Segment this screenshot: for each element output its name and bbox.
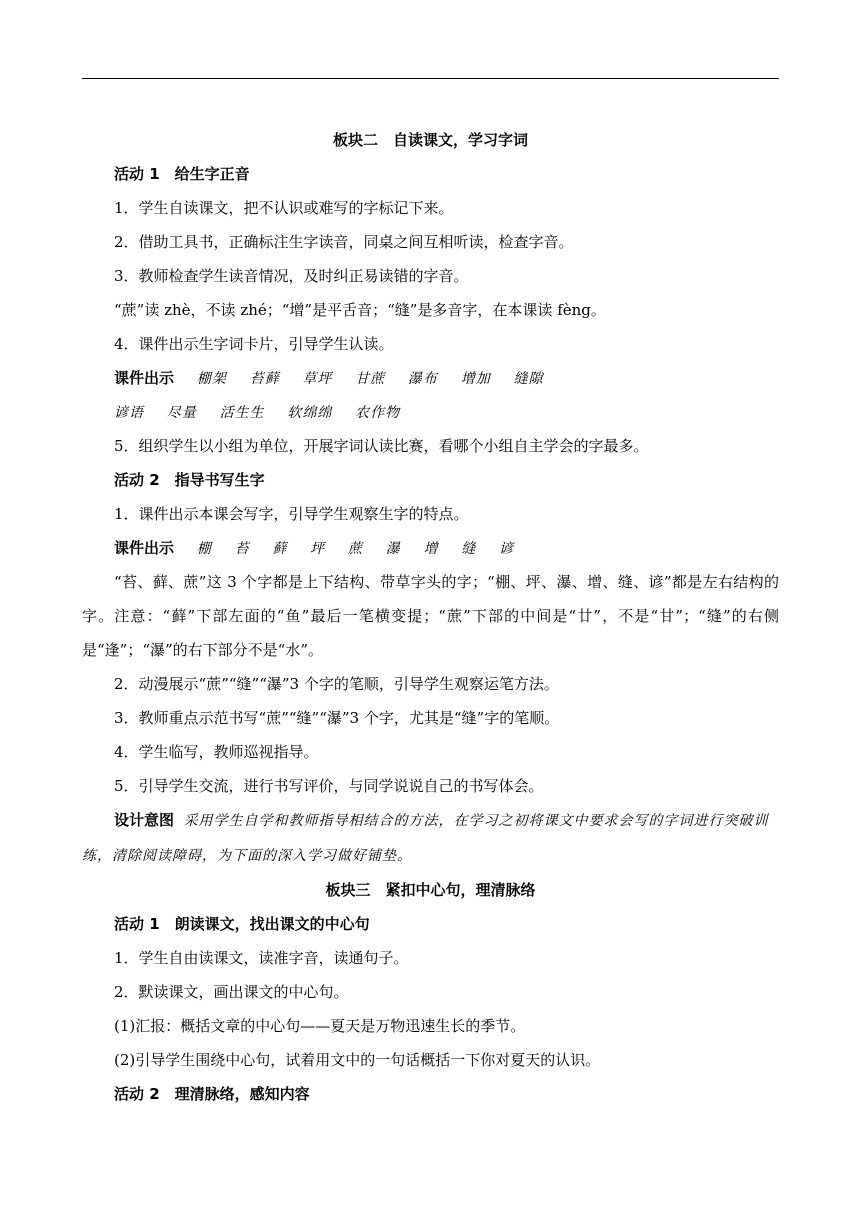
list-item: 3．教师检查学生读音情况，及时纠正易读错的字音。 (114, 267, 469, 285)
activity-heading: 活动 2 指导书写生字 (114, 471, 265, 489)
vocab-row (82, 361, 779, 395)
activity-heading: 活动 1 朗读课文，找出课文的中心句 (114, 915, 370, 933)
char: 坪 (310, 541, 326, 557)
structure-analysis: “苔、藓、蔗”这 3 个字都是上下结构、带草字头的字；“棚、坪、瀑、增、缝、谚”都是左右结构的字。注意：“藓”下部左面的“鱼”最后一笔横变提；“蔗”下部的中间是“廿”，不是“甘”；“缝”的右侧是“逢”；“瀑”的右下部分不是“水”。 (82, 573, 779, 659)
vocab-word: 棚架 (196, 371, 227, 387)
list-item: 5．组织学生以小组为单位，开展字词认读比赛，看哪个小组自主学会的字最多。 (114, 437, 649, 455)
design-intent (82, 803, 779, 873)
list-item: 3．教师重点示范书写“蔗”“缝”“瀑”3 个字，尤其是“缝”字的笔顺。 (114, 709, 560, 727)
design-label: 设计意图 (114, 811, 175, 829)
vocab-word: 软绵绵 (287, 405, 333, 421)
vocab-row (82, 395, 779, 429)
header-rule (82, 78, 779, 79)
vocab-word: 苔藓 (249, 371, 280, 387)
vocab-word: 增加 (460, 371, 491, 387)
list-item: (1)汇报：概括文章的中心句——夏天是万物迅速生长的季节。 (114, 1017, 526, 1035)
char: 蔗 (347, 541, 363, 557)
list-item: (2)引导学生围绕中心句，试着用文中的一句话概括一下你对夏天的认识。 (114, 1051, 601, 1069)
char: 苔 (234, 541, 250, 557)
char: 瀑 (385, 541, 401, 557)
list-item: 4．学生临写，教师巡视指导。 (114, 743, 319, 761)
vocab-word: 草坪 (302, 371, 333, 387)
activity-heading: 活动 2 理清脉络，感知内容 (114, 1085, 310, 1103)
vocab-word: 农作物 (355, 405, 401, 421)
list-item: 1．课件出示本课会写字，引导学生观察生字的特点。 (114, 505, 469, 523)
vocab-word: 尽量 (166, 405, 197, 421)
vocab-word: 谚语 (114, 405, 144, 421)
list-item: 2．动漫展示“蔗”“缝”“瀑”3 个字的笔顺，引导学生观察运笔方法。 (114, 675, 559, 693)
courseware-label: 课件出示 (114, 369, 175, 387)
vocab-word: 缝隙 (513, 371, 544, 387)
list-item: 2．借助工具书，正确标注生字读音，同桌之间互相听读，检查字音。 (114, 233, 574, 251)
list-item: 5．引导学生交流，进行书写评价，与同学说说自己的书写体会。 (114, 777, 544, 795)
char: 棚 (196, 541, 212, 557)
courseware-label: 课件出示 (114, 539, 175, 557)
list-item: 1．学生自读课文，把不认识或难写的字标记下来。 (114, 199, 454, 217)
section-title: 板块二 自读课文，学习字词 (332, 131, 528, 149)
list-item: 4．课件出示生字词卡片，引导学生认读。 (114, 335, 394, 353)
section-title: 板块三 紧扣中心句，理清脉络 (325, 881, 536, 899)
char: 藓 (272, 541, 288, 557)
pronunciation-note: “蔗”读 zhè，不读 zhé；“增”是平舌音；“缝”是多音字，在本课读 fèng。 (114, 301, 606, 319)
design-text: 采用学生自学和教师指导相结合的方法，在学习之初将课文中要求会写的字词进行突破训练，清除阅读障碍，为下面的深入学习做好铺垫。 (82, 813, 769, 864)
list-item: 1．学生自由读课文，读准字音，读通句子。 (114, 949, 409, 967)
vocab-word: 瀑布 (407, 371, 438, 387)
activity-heading: 活动 1 给生字正音 (114, 165, 250, 183)
vocab-word: 活生生 (219, 405, 265, 421)
list-item: 2．默读课文，画出课文的中心句。 (114, 983, 349, 1001)
char: 谚 (499, 541, 515, 557)
vocab-word: 甘蔗 (355, 371, 386, 387)
document-body (82, 123, 779, 1111)
char: 增 (423, 541, 439, 557)
char: 缝 (461, 541, 477, 557)
char-row (82, 531, 779, 565)
